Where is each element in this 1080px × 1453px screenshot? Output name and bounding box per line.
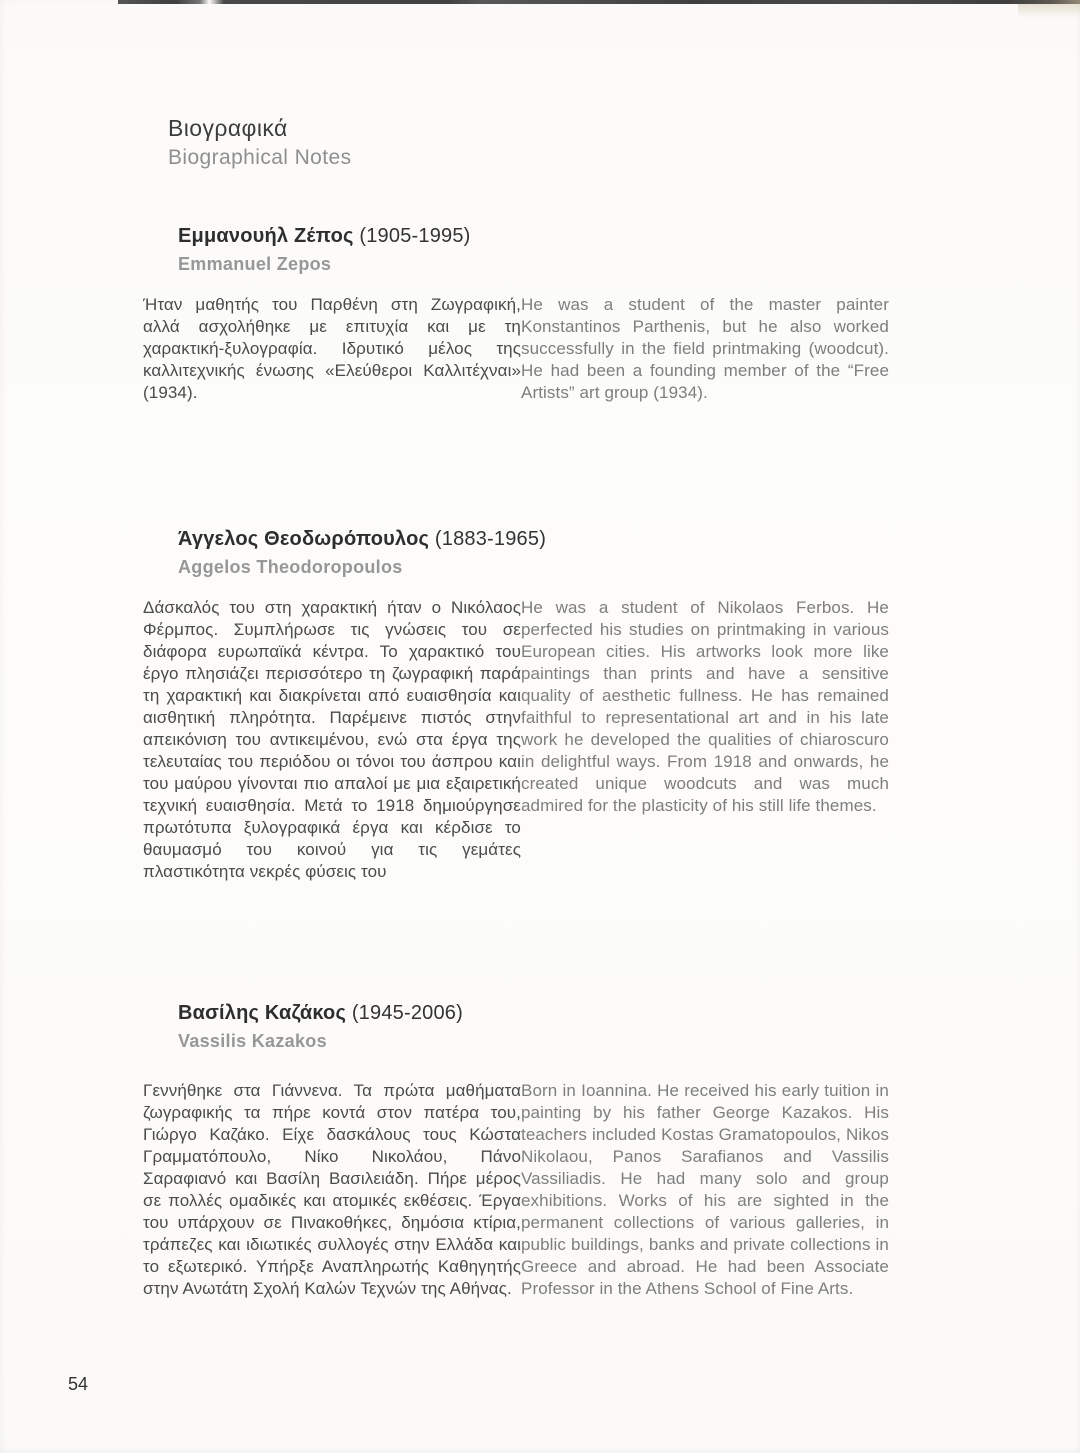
bio-columns xyxy=(143,597,906,883)
page-title-greek: Βιογραφικά xyxy=(168,115,288,141)
entry-heading xyxy=(178,224,906,276)
bio-text-english: He was a student of the master painter Konstantinos Parthenis, but he also worked successfully in the field printmaking (woodcut). He had been a founding member of the “Free Artists” art group (1934). xyxy=(521,295,889,402)
artist-name-english: Aggelos Theodoropoulos xyxy=(178,557,403,577)
bio-columns xyxy=(143,294,906,404)
bio-text-english: Born in Ioannina. He received his early tuition in painting by his father George Kazakos. His teachers included Kostas Gramatopoulos, Nikos Nikolaou, Panos Sarafianos and Vassilis Vassiliadis. He had many solo and group exhibitions. Works of his are sighted in the permanent collections of various galleries, in public buildings, banks and private collections in Greece and abroad. He had been Associate Professor in the Athens School of Fine Arts. xyxy=(521,1081,889,1298)
artist-heading-greek xyxy=(178,1001,906,1026)
artist-name-greek: Εμμανουήλ Ζέπος xyxy=(178,225,354,247)
entry-heading xyxy=(178,1001,906,1053)
artist-name-greek: Άγγελος Θεοδωρόπουλος xyxy=(178,528,430,550)
bio-columns xyxy=(143,1080,906,1300)
scan-corner-artifact xyxy=(1018,4,1080,18)
bio-text-greek: Δάσκαλός του στη χαρακτική ήταν ο Νικόλαος Φέρμπος. Συμπλήρωσε τις γνώσεις του σε διάφορα ευρωπαϊκά κέντρα. Το χαρακτικό του έργο πλησιάζει περισσότερο τη ζωγραφική παρά τη χαρακτική και διακρίνεται από ευαισθησία και αισθητική πληρότητα. Παρέμεινε πιστός στην απεικόνιση του αντικειμένου, ενώ στα έργα της τελευταίας του περιόδου οι τόνοι του άσπρου και του μαύρου γίνονται πιο απαλοί με μια εξαιρετική τεχνική ευαισθησία. Μετά το 1918 δημιούργησε πρωτότυπα ξυλογραφικά έργα και κέρδισε το θαυμασμό του κοινού για τις γεμάτες πλαστικότητα νεκρές φύσεις του xyxy=(143,598,521,881)
bio-entry-zepos xyxy=(143,224,906,404)
page-number: 54 xyxy=(68,1374,89,1394)
artist-name-english: Emmanuel Zepos xyxy=(178,254,332,274)
artist-heading-greek xyxy=(178,527,906,552)
artist-name-greek: Βασίλης Καζάκος xyxy=(178,1002,347,1024)
artist-years: (1905-1995) xyxy=(359,225,471,247)
artist-years: (1945-2006) xyxy=(351,1002,463,1024)
bio-entry-theodoropoulos xyxy=(143,527,906,883)
bio-text-english: He was a student of Nikolaos Ferbos. He perfected his studies on printmaking in various European cities. His artworks look more like paintings than prints and have a sensitive quality of aesthetic fullness. He has remained faithful to representational art and in his late work he developed the qualities of chiaroscuro in delightful ways. From 1918 and onwards, he created unique woodcuts and was much admired for the plasticity of his still life themes. xyxy=(521,598,889,815)
artist-heading-greek xyxy=(178,224,906,249)
page-header xyxy=(168,114,351,171)
bio-entry-kazakos xyxy=(143,1001,906,1300)
bio-text-greek: Ήταν μαθητής του Παρθένη στη Ζωγραφική, αλλά ασχολήθηκε με επιτυχία και με τη χαρακτική-ξυλογραφία. Ιδρυτικό μέλος της καλλιτεχνικής ένωσης «Ελεύθεροι Καλλιτέχναι» (1934). xyxy=(143,295,521,402)
entry-heading xyxy=(178,527,906,579)
artist-name-english: Vassilis Kazakos xyxy=(178,1031,327,1051)
artist-years: (1883-1965) xyxy=(434,528,547,550)
bio-text-greek: Γεννήθηκε στα Γιάννενα. Τα πρώτα μαθήματα ζωγραφικής τα πήρε κοντά στον πατέρα του, Γιώργο Καζάκο. Είχε δασκάλους τους Κώστα Γραμματόπουλο, Νίκο Νικολάου, Πάνο Σαραφιανό και Βασίλη Βασιλειάδη. Πήρε μέρος σε πολλές ομαδικές και ατομικές εκθέσεις. Έργα του υπάρχουν σε Πινακοθήκες, δημόσια κτίρια, τράπεζες και ιδιωτικές συλλογές στην Ελλάδα και το εξωτερικό. Υπήρξε Αναπληρωτής Καθηγητής στην Ανωτάτη Σχολή Καλών Τεχνών της Αθήνας. xyxy=(143,1081,521,1298)
page-title-english: Biographical Notes xyxy=(168,146,352,169)
scan-edge-top xyxy=(118,0,1080,4)
